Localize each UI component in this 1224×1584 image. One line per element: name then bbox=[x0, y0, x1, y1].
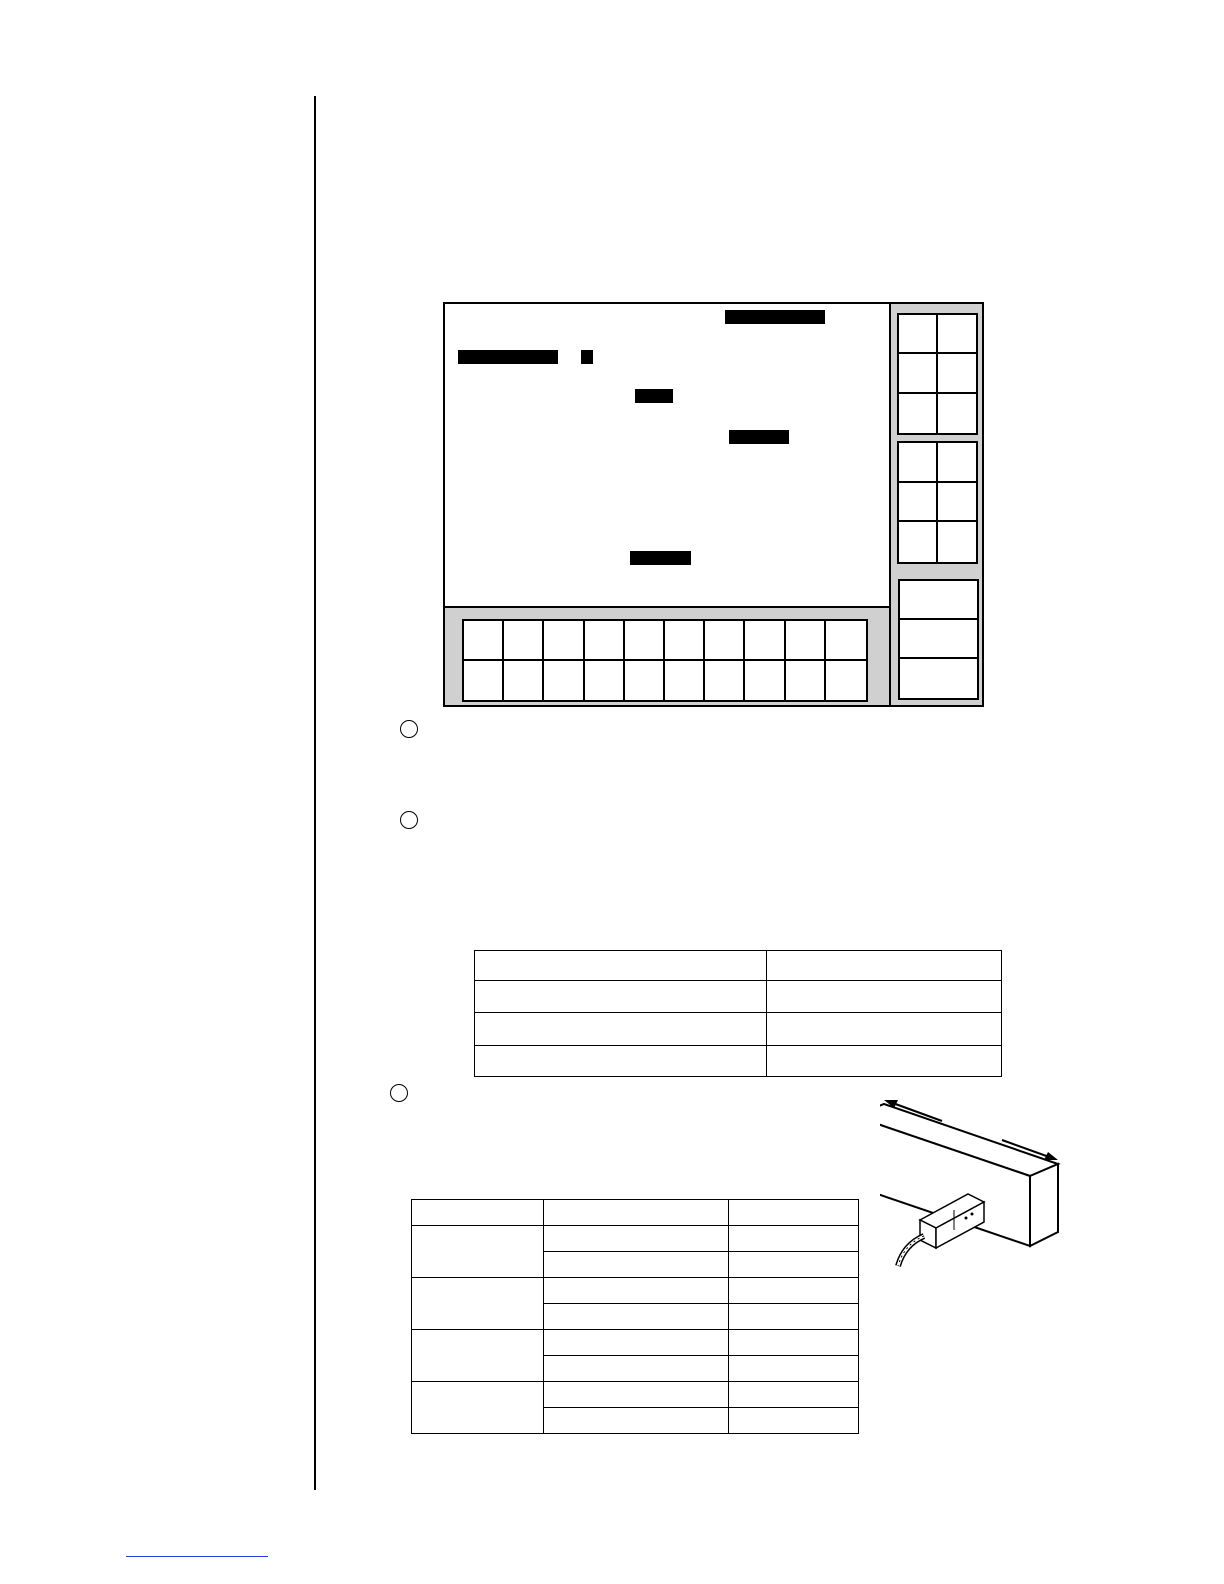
table-cell bbox=[544, 1356, 729, 1382]
print-head-on-product-icon bbox=[880, 1090, 1070, 1280]
table-cell bbox=[729, 1356, 859, 1382]
table-cell bbox=[544, 1226, 729, 1252]
table-cell bbox=[475, 981, 767, 1013]
table-header-cell bbox=[729, 1200, 859, 1226]
bottom-button-bar bbox=[445, 606, 889, 705]
screen-main-area bbox=[445, 304, 889, 606]
bottom-key-grid bbox=[462, 619, 868, 702]
table-cell bbox=[544, 1408, 729, 1434]
key-button[interactable] bbox=[544, 661, 584, 701]
table-cell bbox=[729, 1408, 859, 1434]
table-group-cell bbox=[412, 1330, 544, 1382]
key-button[interactable] bbox=[826, 661, 866, 701]
side-key[interactable] bbox=[938, 483, 977, 523]
table-cell bbox=[544, 1304, 729, 1330]
side-key[interactable] bbox=[938, 315, 977, 354]
margin-rule bbox=[314, 96, 316, 1490]
side-key[interactable] bbox=[899, 354, 938, 393]
side-key-grid-top bbox=[897, 313, 978, 435]
table-cell bbox=[544, 1382, 729, 1408]
side-key[interactable] bbox=[938, 394, 977, 433]
side-key-grid-middle bbox=[897, 441, 978, 564]
step-marker-circle bbox=[400, 811, 418, 829]
side-button-column bbox=[889, 304, 982, 705]
side-key[interactable] bbox=[938, 443, 977, 483]
table-cell bbox=[767, 1046, 1002, 1077]
side-key[interactable] bbox=[900, 659, 977, 698]
table-cell bbox=[767, 951, 1002, 981]
side-key[interactable] bbox=[900, 620, 977, 659]
side-key-grid-bottom bbox=[898, 579, 979, 700]
key-button[interactable] bbox=[705, 661, 745, 701]
key-button[interactable] bbox=[464, 621, 504, 661]
table-cell bbox=[729, 1382, 859, 1408]
side-key[interactable] bbox=[899, 315, 938, 354]
table-header-cell bbox=[544, 1200, 729, 1226]
table-group-cell bbox=[412, 1278, 544, 1330]
key-button[interactable] bbox=[665, 661, 705, 701]
operation-screen bbox=[443, 302, 984, 707]
key-button[interactable] bbox=[464, 661, 504, 701]
table-cell bbox=[544, 1278, 729, 1304]
highlighted-field[interactable] bbox=[630, 551, 691, 565]
highlighted-field[interactable] bbox=[729, 430, 789, 444]
table-cell bbox=[767, 1013, 1002, 1046]
table-group-cell bbox=[412, 1226, 544, 1278]
key-button[interactable] bbox=[786, 661, 826, 701]
key-button[interactable] bbox=[705, 621, 745, 661]
side-key[interactable] bbox=[899, 394, 938, 433]
settings-table bbox=[474, 950, 1002, 1077]
key-button[interactable] bbox=[665, 621, 705, 661]
side-key[interactable] bbox=[899, 443, 938, 483]
table-header-cell bbox=[412, 1200, 544, 1226]
orientation-table bbox=[411, 1199, 859, 1434]
table-cell bbox=[729, 1304, 859, 1330]
key-button[interactable] bbox=[585, 621, 625, 661]
key-button[interactable] bbox=[504, 621, 544, 661]
key-button[interactable] bbox=[625, 621, 665, 661]
table-cell bbox=[544, 1252, 729, 1278]
key-button[interactable] bbox=[745, 621, 785, 661]
table-cell bbox=[767, 981, 1002, 1013]
highlighted-field[interactable] bbox=[725, 310, 825, 324]
key-button[interactable] bbox=[826, 621, 866, 661]
highlighted-field[interactable] bbox=[458, 350, 558, 364]
table-cell bbox=[544, 1330, 729, 1356]
key-button[interactable] bbox=[625, 661, 665, 701]
table-cell bbox=[729, 1278, 859, 1304]
side-key[interactable] bbox=[938, 354, 977, 393]
footer-link[interactable] bbox=[126, 1556, 268, 1557]
side-key[interactable] bbox=[900, 581, 977, 620]
key-button[interactable] bbox=[504, 661, 544, 701]
table-cell bbox=[475, 1046, 767, 1077]
key-button[interactable] bbox=[544, 621, 584, 661]
highlighted-field[interactable] bbox=[581, 350, 593, 364]
table-cell bbox=[729, 1226, 859, 1252]
highlighted-field[interactable] bbox=[635, 389, 673, 403]
key-button[interactable] bbox=[585, 661, 625, 701]
table-group-cell bbox=[412, 1382, 544, 1434]
table-cell bbox=[729, 1252, 859, 1278]
side-key[interactable] bbox=[899, 522, 938, 562]
table-cell bbox=[475, 951, 767, 981]
table-cell bbox=[729, 1330, 859, 1356]
key-button[interactable] bbox=[786, 621, 826, 661]
side-key[interactable] bbox=[899, 483, 938, 523]
step-marker-circle bbox=[400, 720, 418, 738]
side-key[interactable] bbox=[938, 522, 977, 562]
table-cell bbox=[475, 1013, 767, 1046]
step-marker-circle bbox=[390, 1084, 408, 1102]
key-button[interactable] bbox=[745, 661, 785, 701]
